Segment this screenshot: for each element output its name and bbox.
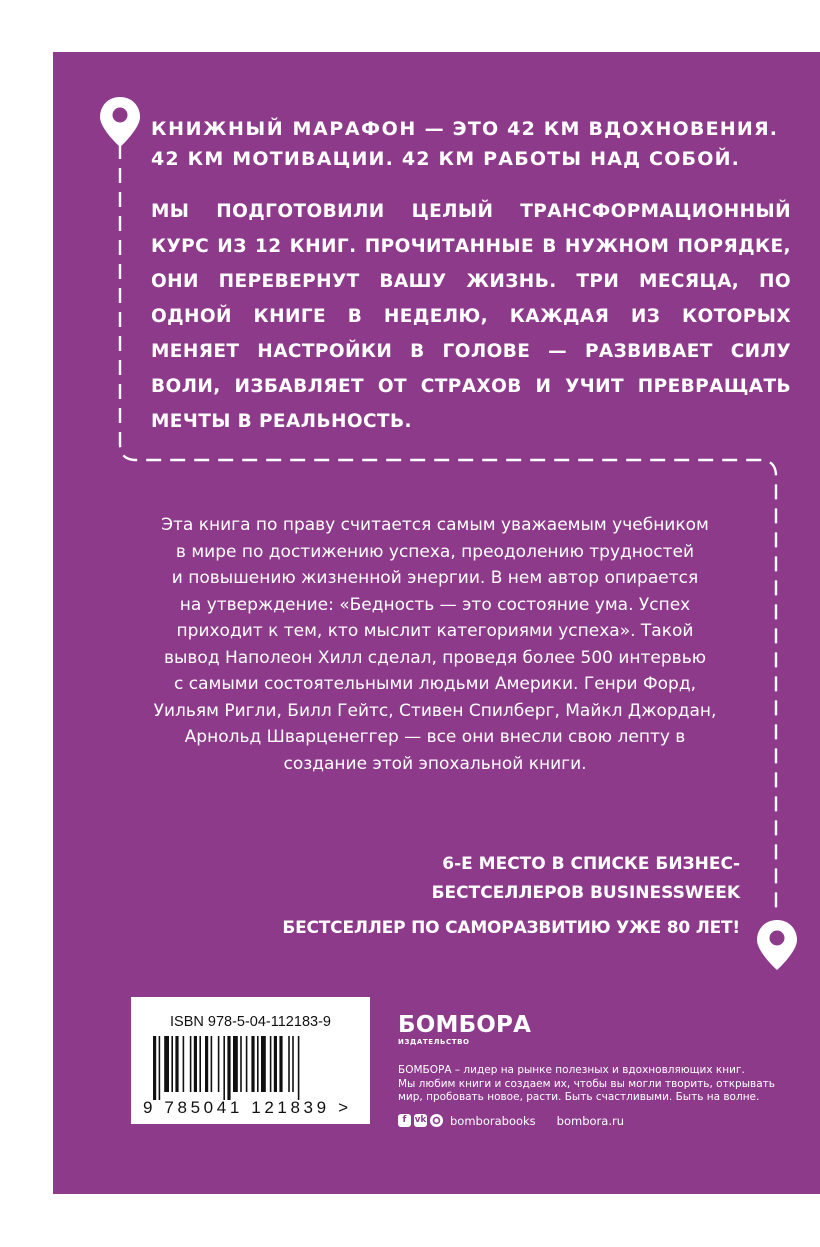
isbn-label: ISBN 978-5-04-112183-9 (170, 1014, 331, 1030)
barcode-bar (270, 1036, 272, 1092)
social-links (398, 1114, 798, 1128)
location-pin-icon (98, 95, 142, 149)
publisher-desc-line: мир, пробовать новое, расти. Быть счастливыми. Быть на волне. (398, 1091, 760, 1103)
barcode-bar (190, 1036, 192, 1092)
barcode-bar (205, 1036, 208, 1092)
barcode-bar (211, 1036, 213, 1092)
description-line: приходит к тем, кто мыслит категориями успеха». Такой (176, 621, 694, 641)
barcode-bar (292, 1036, 294, 1092)
marathon-lead: КНИЖНЫЙ МАРАФОН (151, 118, 417, 140)
description-line: создание этой эпохальной книги. (283, 753, 587, 774)
description-line: на утверждение: «Бедность — это состояние ума. Успех (179, 594, 691, 615)
publisher-subtitle: ИЗДАТЕЛЬСТВО (398, 1038, 470, 1046)
barcode-bar (298, 1036, 300, 1100)
marathon-line1-rest: — ЭТО 42 КМ ВДОХНОВЕНИЯ. (416, 118, 779, 140)
publisher-logo: БОМБОРА (398, 1012, 532, 1038)
book-back-cover (53, 52, 820, 1194)
website-link[interactable]: bombora.ru (556, 1113, 624, 1128)
publisher-description (398, 1064, 798, 1105)
barcode-bar (233, 1036, 238, 1092)
description-line: в мире по достижению успеха, преодолению трудностей (175, 541, 695, 562)
isbn-barcode-block (131, 997, 370, 1124)
barcode-bar (171, 1036, 173, 1092)
barcode-bar (164, 1036, 169, 1092)
description-line: Арнольд Шварценеггер — все они внесли свою лепту в (184, 727, 686, 747)
barcode-bar (199, 1036, 201, 1092)
vk-icon[interactable]: vk (414, 1115, 427, 1125)
description-line: Эта книга по праву считается самым уважаемым учебником (161, 515, 709, 535)
publisher-desc-line: Мы любим книги и создаем их, чтобы вы могли творить, открывать (398, 1077, 775, 1090)
description-line: вывод Наполеон Хилл сделал, проведя более 500 интервью (163, 647, 707, 668)
rank-line: БЕСТСЕЛЛЕРОВ BUSINESSWEEK (431, 883, 740, 903)
book-description (135, 512, 735, 777)
rank-line: 6-Е МЕСТО В СПИСКЕ БИЗНЕС- (442, 854, 740, 874)
bestseller-claim: БЕСТСЕЛЛЕР ПО САМОРАЗВИТИЮ УЖЕ 80 ЛЕТ! (282, 918, 740, 938)
description-line: Уильям Ригли, Билл Гейтс, Стивен Спилберг, Майкл Джордан, (153, 700, 717, 721)
location-pin-icon (755, 918, 799, 972)
barcode-bar (153, 1036, 156, 1100)
barcode-bar (246, 1036, 248, 1092)
barcode-bar (194, 1036, 197, 1092)
publisher-block (398, 1013, 798, 1128)
barcode-digits: 9 785041 121839 > (143, 1098, 348, 1116)
businessweek-rank (140, 850, 740, 908)
facebook-icon[interactable]: f (398, 1114, 411, 1127)
barcode-bar (227, 1036, 230, 1100)
course-paragraph: МЫ ПОДГОТОВИЛИ ЦЕЛЫЙ ТРАНСФОРМАЦИОННЫЙ КУРС ИЗ 12 КНИГ. ПРОЧИТАННЫЕ В НУЖНОМ ПОРЯДКЕ, ОНИ ПЕРЕВЕРНУТ ВАШУ ЖИЗНЬ. ТРИ МЕСЯЦА, ПО ОДНОЙ КНИГЕ В НЕДЕЛЮ, КАЖДАЯ ИЗ КОТОРЫХ МЕНЯЕТ НАСТРОЙКИ В ГОЛОВЕ — РАЗВИВАЕТ СИЛУ ВОЛИ, ИЗБАВЛЯЕТ ОТ СТРАХОВ И УЧИТ ПРЕВРАЩАТЬ МЕЧТЫ В РЕАЛЬНОСТЬ. (151, 201, 791, 432)
barcode-bar (274, 1036, 277, 1092)
barcode-bar (183, 1036, 185, 1092)
barcode-bar (251, 1036, 254, 1092)
barcode-bar (240, 1036, 242, 1092)
barcode-bar (223, 1036, 225, 1100)
description-line: с самыми состоятельными людьми Америки. Генри Форд, (174, 674, 696, 694)
barcode-bar (175, 1036, 178, 1092)
marathon-heading (151, 114, 791, 174)
barcode-bar (261, 1036, 266, 1092)
instagram-icon[interactable] (430, 1114, 443, 1127)
marathon-line2: 42 КМ МОТИВАЦИИ. 42 КМ РАБОТЫ НАД СОБОЙ. (151, 148, 741, 170)
barcode-bar (257, 1036, 259, 1092)
barcode-bar (279, 1036, 282, 1092)
description-line: и повышению жизненной энергии. В нем автор опирается (171, 568, 699, 588)
barcode-bar (159, 1036, 161, 1100)
publisher-desc-line: БОМБОРА – лидер на рынке полезных и вдохновляющих книг. (398, 1064, 745, 1076)
social-handle[interactable]: bomborabooks (450, 1113, 536, 1128)
barcode-bar (288, 1036, 290, 1092)
barcode (143, 1036, 358, 1116)
barcode-bar (218, 1036, 220, 1092)
